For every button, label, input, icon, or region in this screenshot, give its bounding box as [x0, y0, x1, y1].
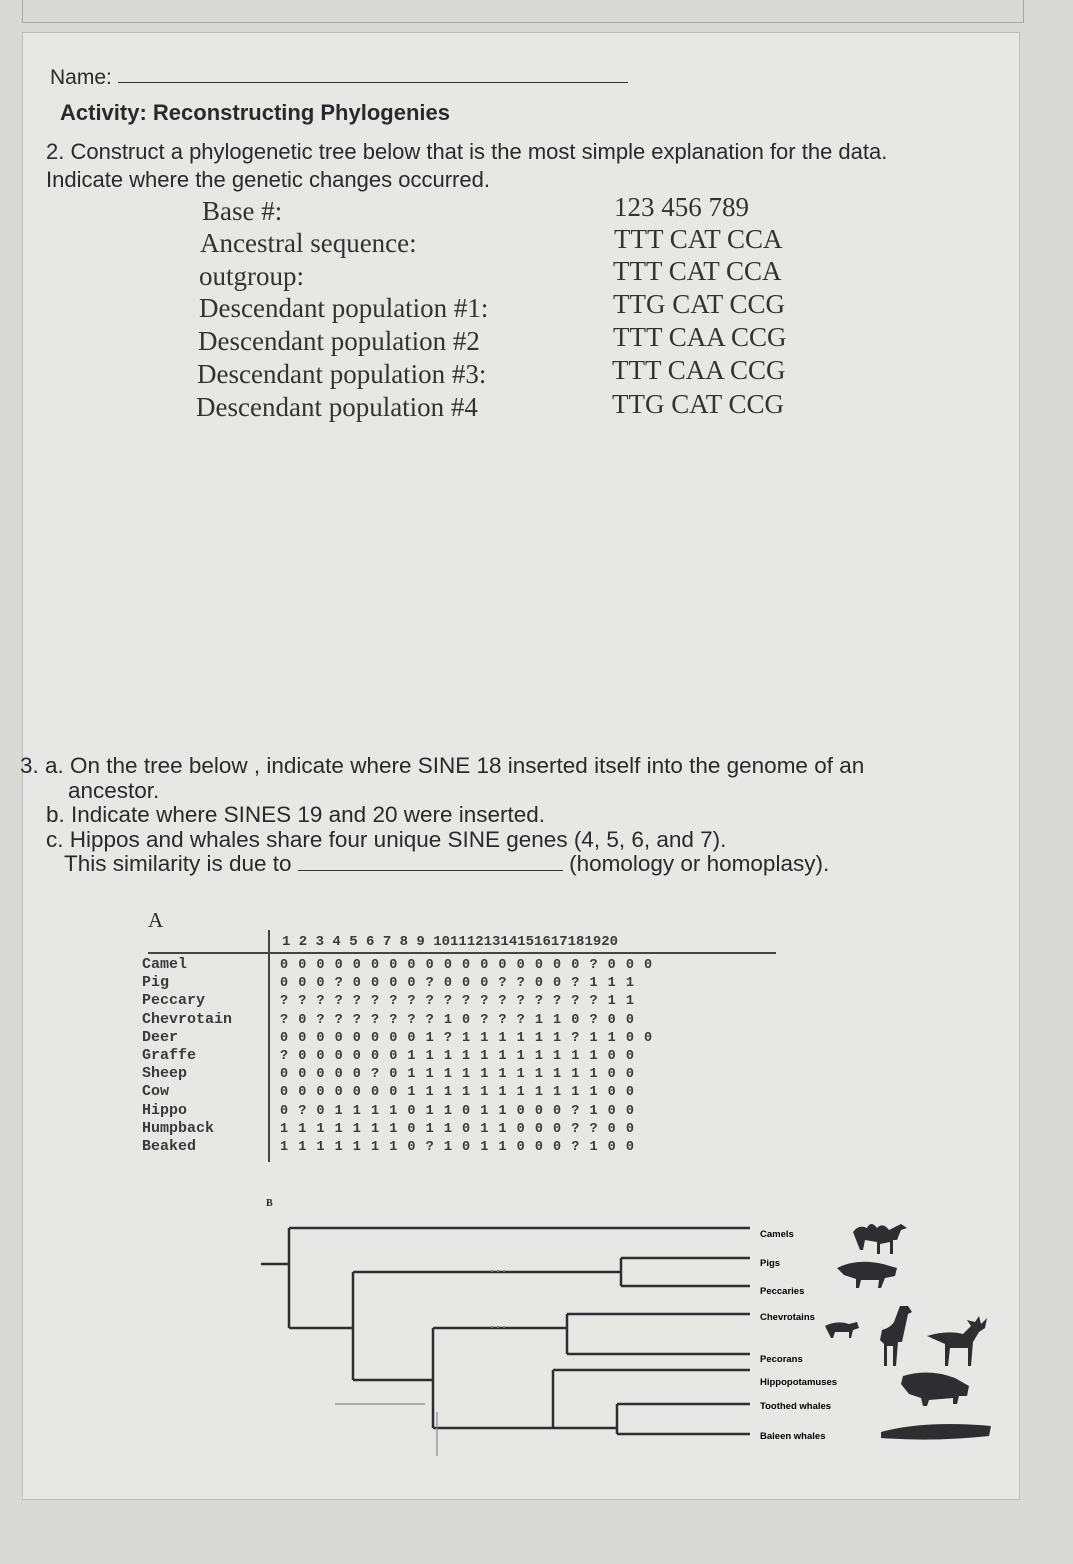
tip-label-hippopotamuses: Hippopotamuses	[760, 1377, 838, 1388]
tip-label-baleen-whales: Baleen whales	[760, 1431, 826, 1442]
panel-b-label: B	[266, 1198, 273, 1209]
sequence-value: TTT CAT CCA	[613, 256, 782, 286]
sequence-value: TTT CAA CCG	[613, 322, 787, 352]
sequence-label: Descendant population #1:	[199, 293, 489, 323]
taxon-label: Hippo	[142, 1101, 188, 1119]
answer-blank[interactable]	[298, 870, 563, 871]
tip-label-peccaries: Peccaries	[760, 1286, 805, 1297]
taxon-label: Pig	[142, 974, 170, 992]
taxon-label: Chevrotain	[142, 1010, 233, 1028]
taxon-label: Deer	[142, 1028, 179, 1046]
matrix-row: 0 0 0 0 0 0 0 0 0 0 0 0 0 0 0 0 0 ? 0 0 0	[280, 958, 653, 973]
branch-dots	[491, 1270, 505, 1328]
matrix-column-header: 1 2 3 4 5 6 7 8 9 1011121314151617181920	[282, 934, 619, 950]
sequence-label: Descendant population #2	[198, 326, 480, 356]
matrix-row: 1 1 1 1 1 1 1 0 1 1 0 1 1 0 0 0 ? ? 0 0	[280, 1121, 634, 1137]
chevrotain-silhouette-icon	[825, 1322, 859, 1338]
taxon-label: Cow	[142, 1083, 170, 1101]
tip-label-toothed-whales: Toothed whales	[760, 1401, 832, 1412]
question-3a-line-1: 3. a. On the tree below , indicate where SINE 18 inserted itself into the genome of an	[20, 753, 865, 778]
whale-silhouette-icon	[881, 1424, 991, 1440]
sequence-label: Descendant population #4	[196, 392, 478, 422]
tip-label-pigs: Pigs	[760, 1258, 781, 1269]
taxon-label: Sheep	[142, 1065, 188, 1083]
question-3c-prefix: This similarity is due to	[64, 851, 292, 876]
sequence-label: Base #:	[202, 196, 283, 226]
camel-silhouette-icon	[853, 1224, 907, 1254]
name-blank-line	[118, 82, 628, 83]
matrix-row: 0 ? 0 1 1 1 1 0 1 1 0 1 1 0 0 0 ? 1 0 0	[280, 1103, 634, 1119]
matrix-row: 1 1 1 1 1 1 1 0 ? 1 0 1 1 0 0 0 ? 1 0 0	[280, 1140, 634, 1156]
matrix-horizontal-rule	[148, 952, 776, 954]
sine-matrix	[280, 957, 652, 1157]
question-3c-line-1: c. Hippos and whales share four unique SINE genes (4, 5, 6, and 7).	[46, 826, 727, 852]
faint-marks	[335, 1404, 437, 1456]
matrix-taxa-list	[142, 956, 232, 1156]
question-3c-line-2	[20, 852, 864, 877]
tree-branches	[261, 1228, 750, 1434]
giraffe-silhouette-icon	[880, 1306, 912, 1366]
deer-silhouette-icon	[927, 1316, 987, 1366]
tip-label-camels: Camels	[760, 1229, 794, 1240]
matrix-row: 0 0 0 0 0 ? 0 1 1 1 1 1 1 1 1 1 1 1 0 0	[280, 1067, 634, 1083]
sequence-value: TTT CAT CCA	[614, 224, 783, 254]
sequence-label: Descendant population #3:	[197, 359, 487, 389]
matrix-row: 0 0 0 0 0 0 0 1 1 1 1 1 1 1 1 1 1 1 0 0	[280, 1085, 634, 1101]
taxon-label: Graffe	[142, 1047, 197, 1065]
sequence-value: TTT CAA CCG	[612, 355, 786, 385]
hippo-silhouette-icon	[901, 1372, 969, 1406]
matrix-vertical-rule	[268, 930, 270, 1162]
question-2-prompt	[46, 138, 887, 194]
taxon-label: Camel	[142, 956, 188, 973]
taxon-label: Peccary	[142, 992, 206, 1010]
tip-label-chevrotains: Chevrotains	[760, 1312, 815, 1323]
matrix-row: ? 0 0 0 0 0 0 1 1 1 1 1 1 1 1 1 1 1 0 0	[280, 1049, 634, 1065]
question-3a-line-2: ancestor.	[68, 777, 160, 803]
sequence-label: Ancestral sequence:	[200, 228, 417, 258]
question-2-line-1: 2. Construct a phylogenetic tree below that is the most simple explanation for the data.	[46, 139, 888, 164]
taxon-label: Humpback	[142, 1119, 215, 1137]
name-label: Name:	[50, 66, 112, 89]
previous-page-edge	[22, 0, 1024, 23]
question-3	[20, 754, 864, 877]
panel-a-label: A	[148, 908, 164, 932]
activity-title: Activity: Reconstructing Phylogenies	[60, 100, 450, 125]
sequence-value: TTG CAT CCG	[613, 289, 786, 319]
question-2-line-2: Indicate where the genetic changes occurred.	[46, 167, 490, 192]
matrix-row: ? ? ? ? ? ? ? ? ? ? ? ? ? ? ? ? ? ? 1 1	[280, 994, 634, 1010]
sequence-label: outgroup:	[199, 261, 304, 291]
question-3c-suffix: (homology or homoplasy).	[569, 851, 830, 876]
phylogenetic-tree	[255, 1210, 995, 1470]
tip-label-pecorans: Pecorans	[760, 1354, 803, 1365]
sequence-value: 123 456 789	[614, 192, 749, 222]
matrix-row: ? 0 ? ? ? ? ? ? ? 1 0 ? ? ? 1 1 0 ? 0 0	[280, 1012, 634, 1028]
pig-silhouette-icon	[837, 1262, 897, 1288]
question-3b: b. Indicate where SINES 19 and 20 were inserted.	[46, 802, 546, 827]
matrix-row: 0 0 0 0 0 0 0 0 1 ? 1 1 1 1 1 1 ? 1 1 0 0	[280, 1030, 653, 1046]
taxon-label: Beaked	[142, 1138, 197, 1156]
sequence-value: TTG CAT CCG	[612, 389, 785, 419]
matrix-row: 0 0 0 ? 0 0 0 0 ? 0 0 0 ? ? 0 0 ? 1 1 1	[280, 976, 634, 992]
